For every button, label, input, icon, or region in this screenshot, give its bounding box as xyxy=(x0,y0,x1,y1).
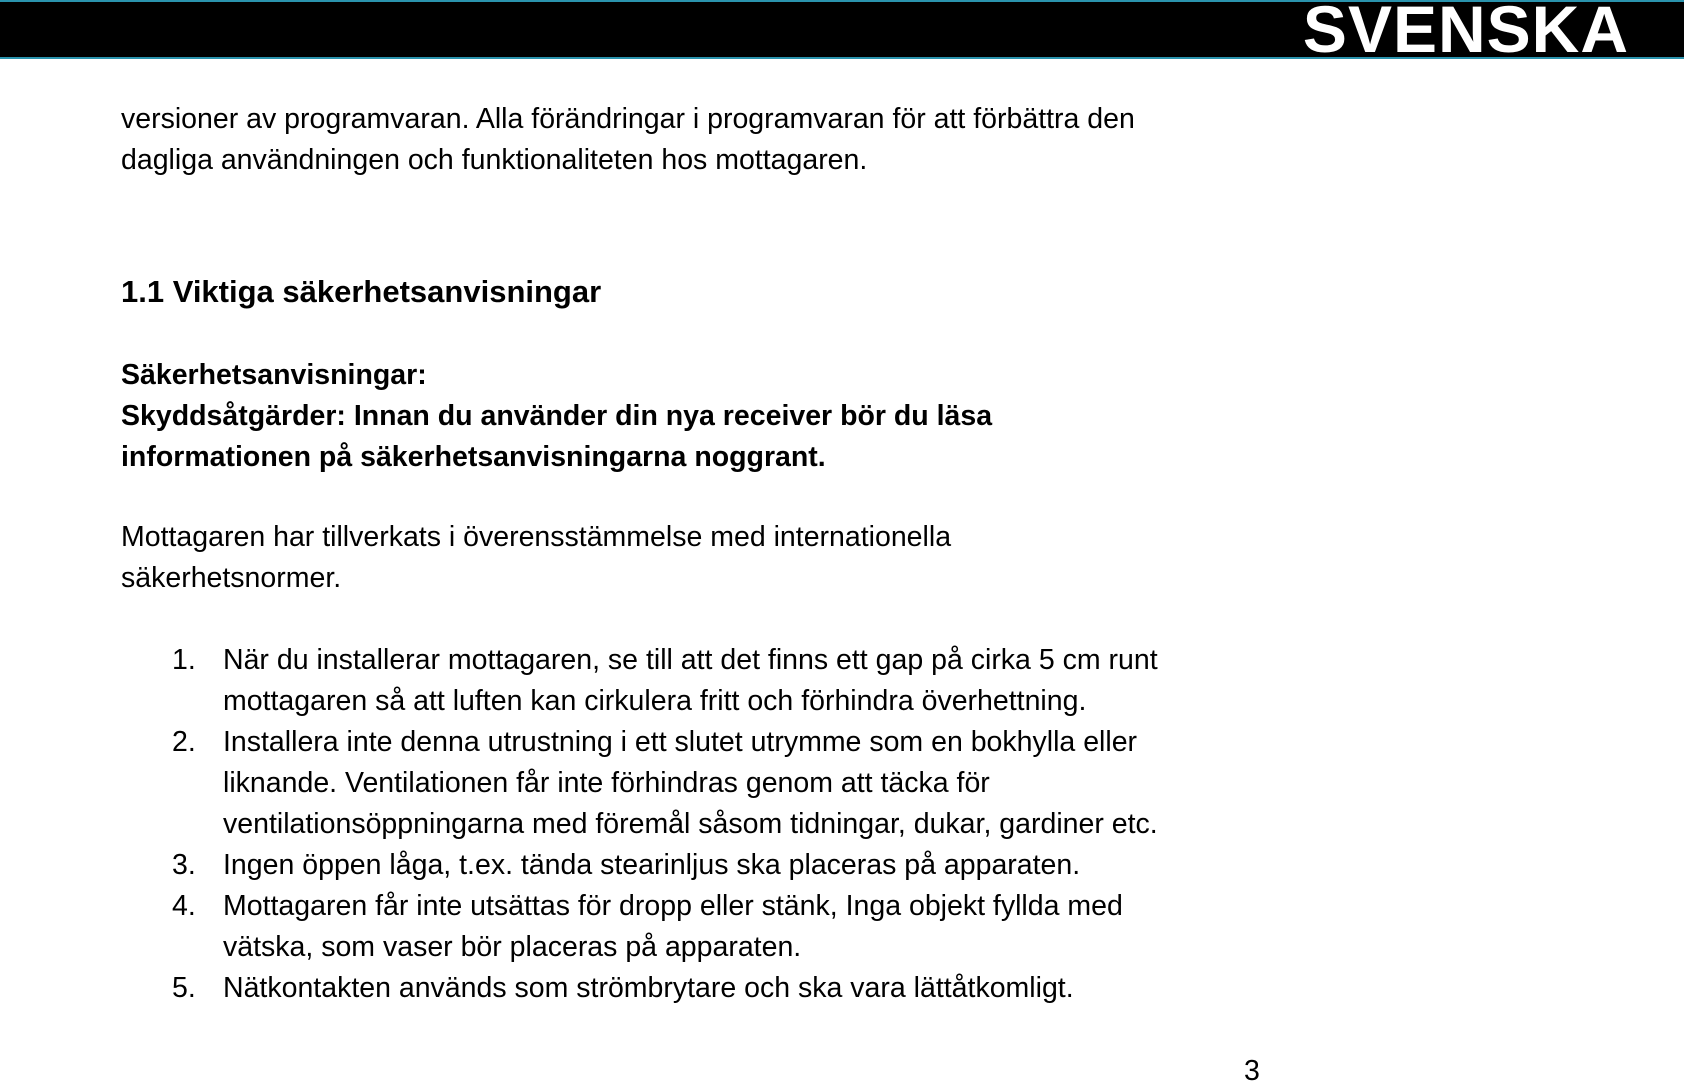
list-item-line: Nätkontakten används som strömbrytare och ska vara lättåtkomligt. xyxy=(223,972,1074,1004)
list-item-number: 2. xyxy=(172,726,196,758)
list-item-number: 4. xyxy=(172,890,196,922)
list-item xyxy=(121,640,1271,722)
section-heading: 1.1 Viktiga säkerhetsanvisningar xyxy=(121,274,602,309)
safety-title: Säkerhetsanvisningar: xyxy=(121,359,427,391)
list-item-line: mottagaren så att luften kan cirkulera fritt och förhindra överhettning. xyxy=(223,685,1087,717)
list-item-number: 5. xyxy=(172,972,196,1004)
list-item-line: När du installerar mottagaren, se till att det finns ett gap på cirka 5 cm runt xyxy=(223,644,1158,676)
intro-paragraph xyxy=(121,99,1271,181)
intro-line: dagliga användningen och funktionaliteten hos mottagaren. xyxy=(121,144,868,176)
list-item-line: vätska, som vaser bör placeras på apparaten. xyxy=(223,931,802,963)
list-item-line: Mottagaren får inte utsättas för dropp eller stänk, Inga objekt fyllda med xyxy=(223,890,1123,922)
safety-line: informationen på säkerhetsanvisningarna noggrant. xyxy=(121,441,826,473)
document-body xyxy=(121,99,1271,1004)
standards-line: säkerhetsnormer. xyxy=(121,562,342,594)
list-item-number: 3. xyxy=(172,849,196,881)
list-item-line: Ingen öppen låga, t.ex. tända stearinljus ska placeras på apparaten. xyxy=(223,849,1081,881)
list-item xyxy=(121,722,1271,845)
safety-rules-list xyxy=(121,640,1271,1009)
list-item xyxy=(121,968,1271,1009)
safety-line: Skyddsåtgärder: Innan du använder din nya receiver bör du läsa xyxy=(121,400,993,432)
language-header-bar xyxy=(0,0,1684,66)
list-item-number: 1. xyxy=(172,644,196,676)
list-item-line: ventilationsöppningarna med föremål såsom tidningar, dukar, gardiner etc. xyxy=(223,808,1158,840)
intro-line: versioner av programvaran. Alla förändringar i programvaran för att förbättra den xyxy=(121,103,1135,135)
list-item xyxy=(121,886,1271,968)
standards-line: Mottagaren har tillverkats i överensstämmelse med internationella xyxy=(121,521,952,553)
list-item-line: Installera inte denna utrustning i ett slutet utrymme som en bokhylla eller xyxy=(223,726,1138,758)
list-item xyxy=(121,845,1271,886)
language-label: SVENSKA xyxy=(1302,0,1629,66)
safety-instructions xyxy=(121,355,1271,478)
list-item-line: liknande. Ventilationen får inte förhindras genom att täcka för xyxy=(223,767,990,799)
page-number: 3 xyxy=(1244,1055,1260,1087)
standards-paragraph xyxy=(121,517,1271,599)
